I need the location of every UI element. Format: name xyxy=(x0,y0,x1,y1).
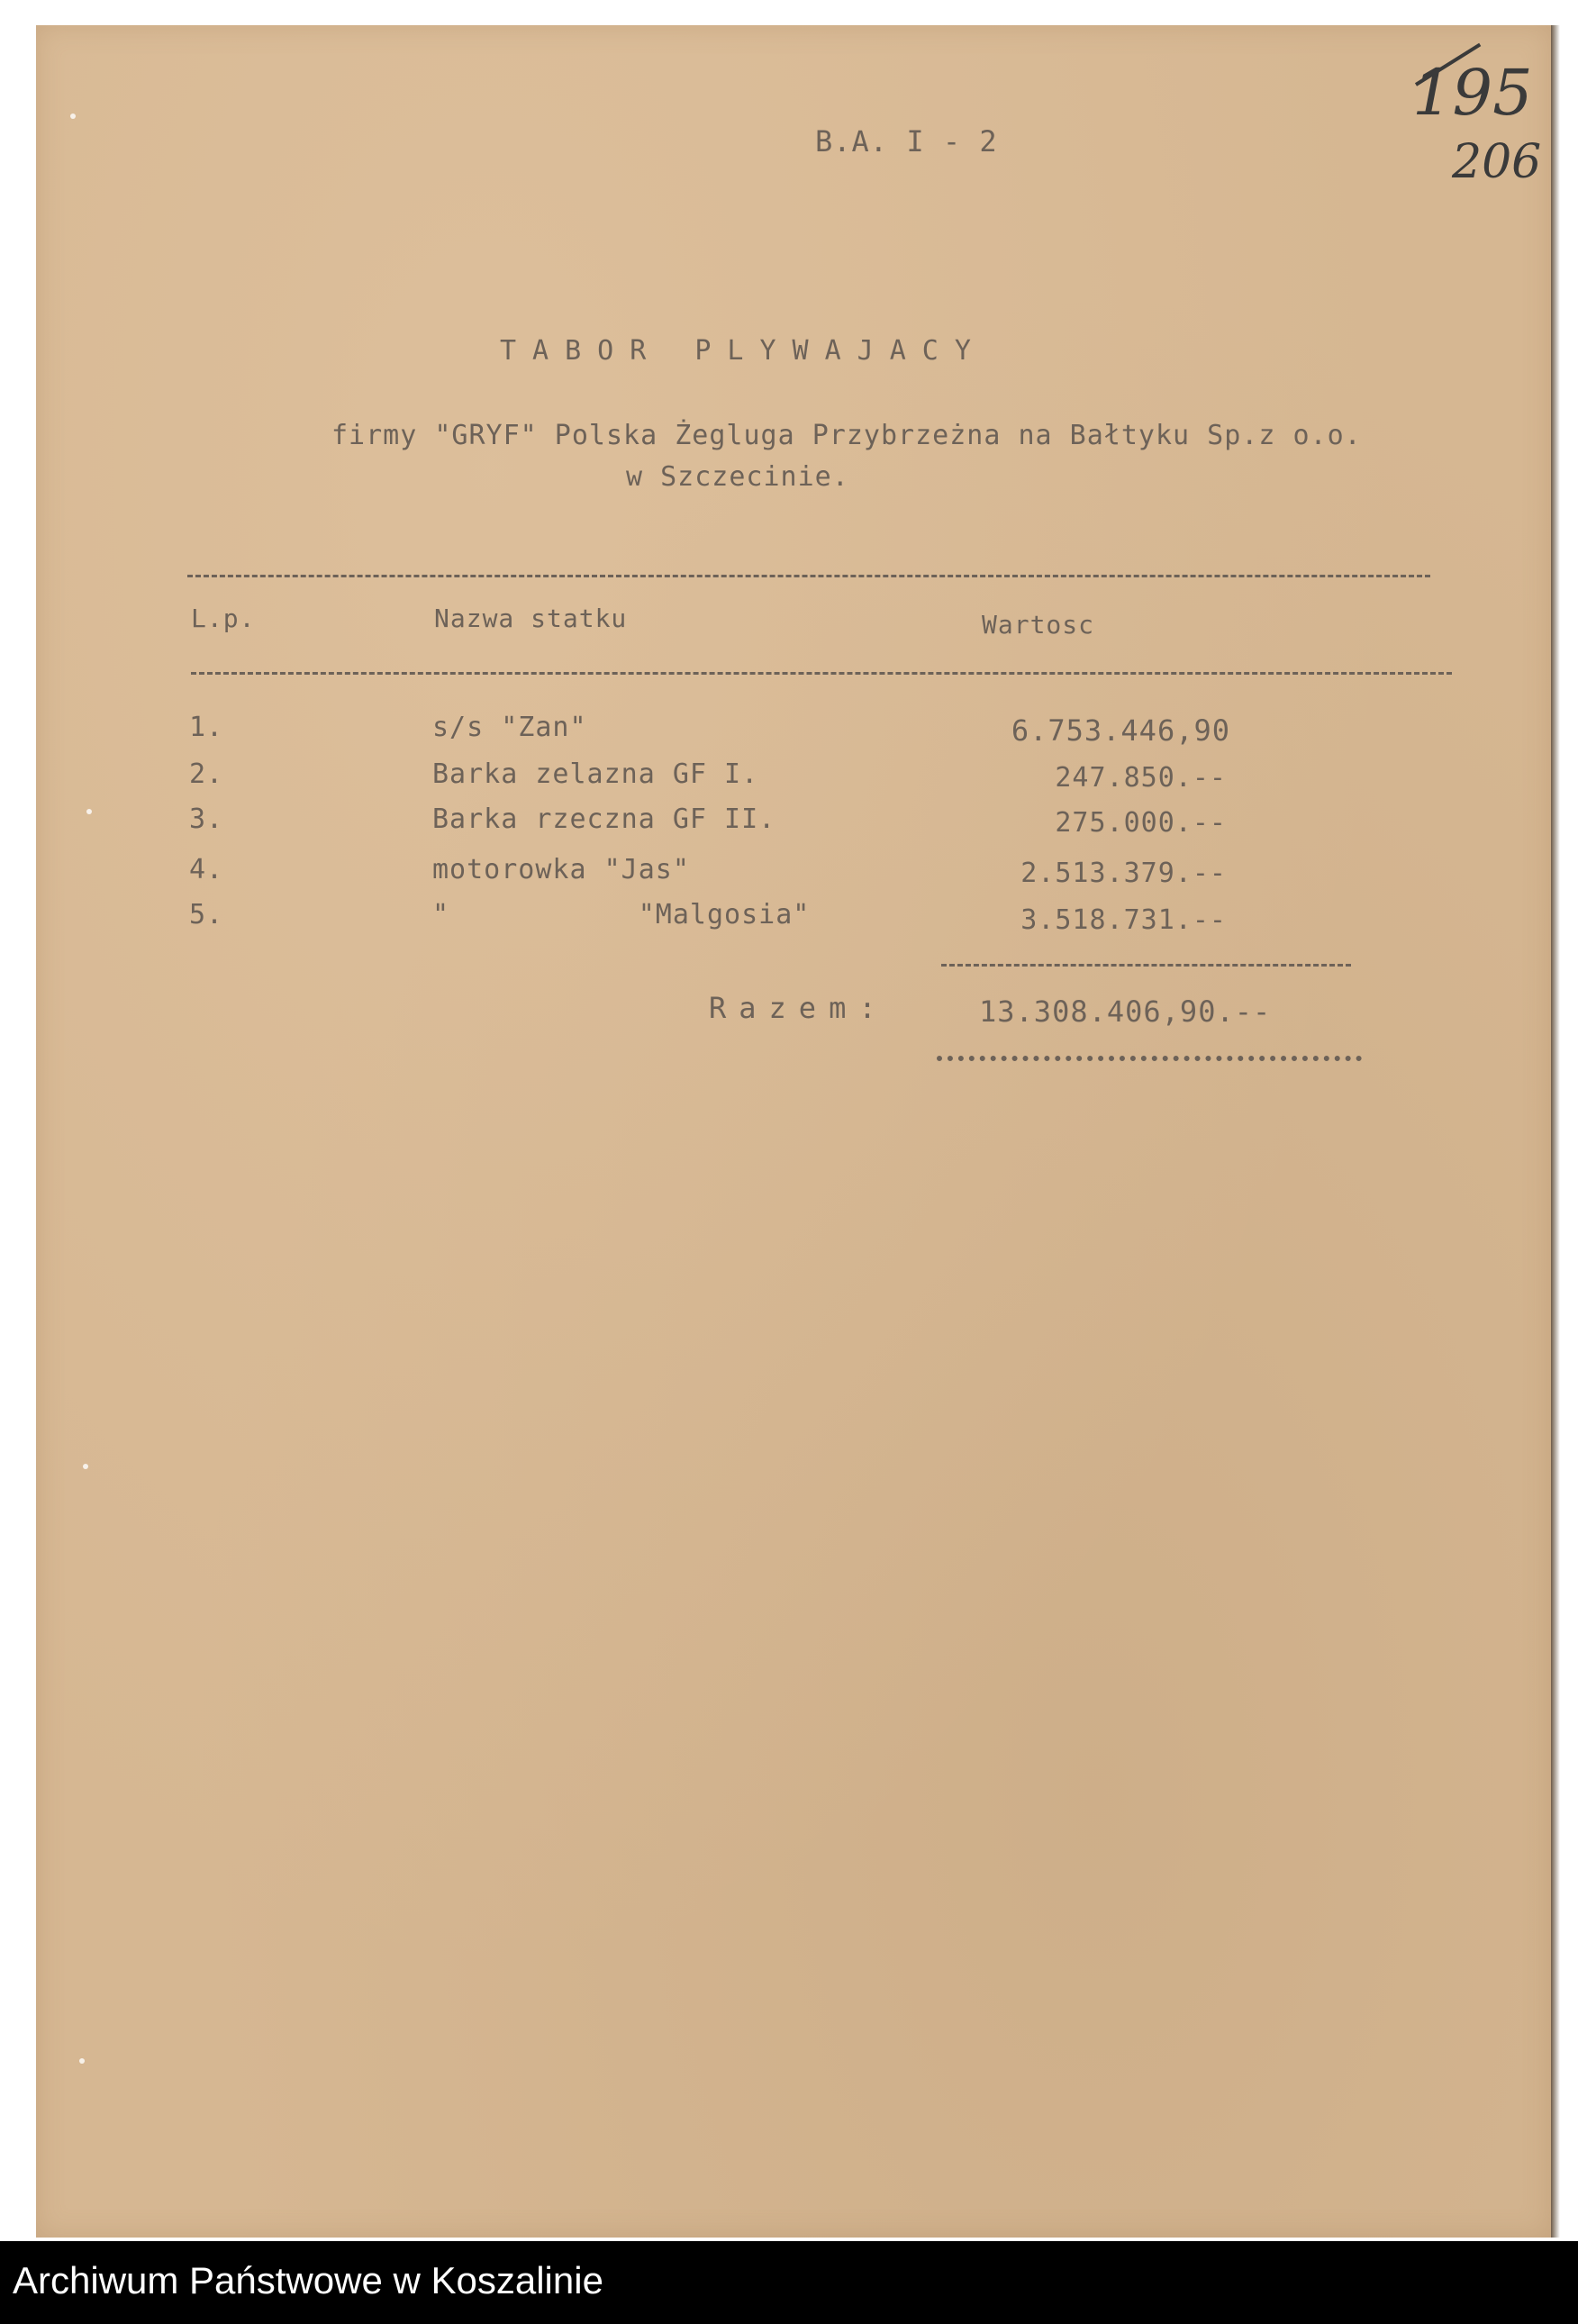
row-value: 3.518.731.-- xyxy=(1020,904,1227,936)
document-city: w Szczecinie. xyxy=(626,461,849,493)
table-top-rule xyxy=(187,575,1430,577)
total-rule xyxy=(941,964,1351,967)
row-value: 6.753.446,90 xyxy=(1011,713,1230,748)
row-value: 247.850.-- xyxy=(1055,762,1227,794)
folio-number-new: 206 xyxy=(1452,135,1542,189)
double-underline-rule xyxy=(937,1056,1362,1061)
row-value: 2.513.379.-- xyxy=(1020,858,1227,889)
row-number: 2. xyxy=(189,758,224,790)
page-edge-shadow xyxy=(1551,25,1560,2238)
row-value: 275.000.-- xyxy=(1055,807,1227,839)
row-number: 3. xyxy=(189,803,224,835)
document-title: TABOR PLYWAJACY xyxy=(500,335,987,367)
column-header-value: Wartosc xyxy=(982,610,1095,640)
row-number: 1. xyxy=(189,712,224,743)
archive-footer-bar xyxy=(0,2241,1578,2324)
archive-name: Archiwum Państwowe w Koszalinie xyxy=(13,2259,603,2301)
row-vessel-name: s/s "Zan" xyxy=(432,712,587,743)
column-header-name: Nazwa statku xyxy=(434,604,628,633)
paper-speck xyxy=(70,113,76,119)
row-vessel-name: motorowka "Jas" xyxy=(432,854,690,885)
paper-speck xyxy=(86,809,92,814)
total-value: 13.308.406,90.-- xyxy=(979,994,1272,1029)
paper-speck xyxy=(79,2058,85,2064)
row-number: 5. xyxy=(189,899,224,931)
column-header-lp: L.p. xyxy=(191,604,256,633)
row-vessel-name: " "Malgosia" xyxy=(432,899,811,931)
row-vessel-name: Barka rzeczna GF II. xyxy=(432,803,776,835)
document-reference: B.A. I - 2 xyxy=(815,124,998,159)
table-header-rule xyxy=(191,672,1452,675)
row-vessel-name: Barka zelazna GF I. xyxy=(432,758,759,790)
paper-speck xyxy=(83,1464,88,1469)
folio-number-old: 195 xyxy=(1412,56,1533,130)
total-label: Razem: xyxy=(709,991,889,1025)
document-subtitle: firmy "GRYF" Polska Żegluga Przybrzeżna na Bałtyku Sp.z o.o. xyxy=(331,420,1362,451)
row-number: 4. xyxy=(189,854,224,885)
